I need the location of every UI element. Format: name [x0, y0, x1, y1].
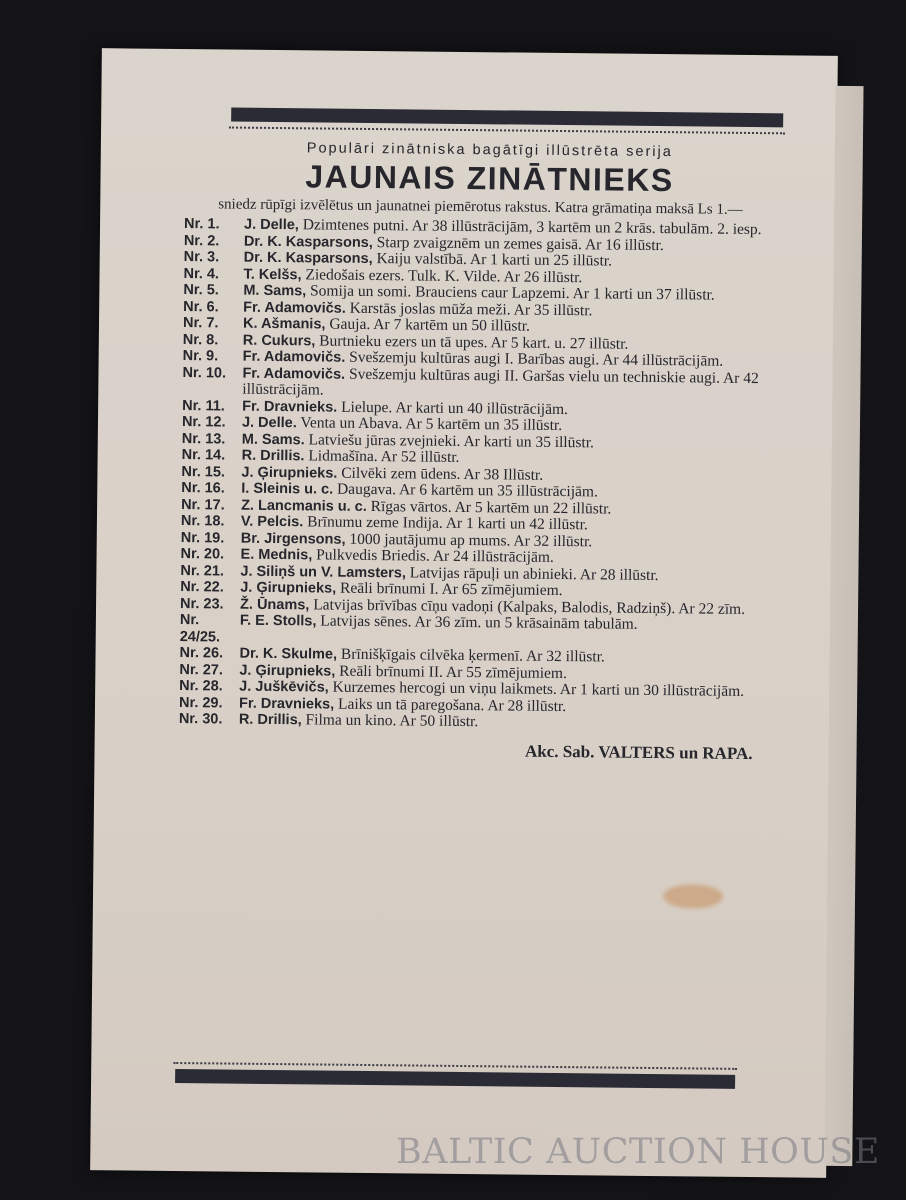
item-number: Nr. 21.	[180, 562, 225, 579]
item-description: Kaiju valstībā. Ar 1 karti un 25 illūstr.	[376, 250, 613, 270]
top-rule	[231, 108, 783, 128]
page-edge	[824, 86, 863, 1166]
item-number: Nr. 6.	[183, 298, 219, 315]
item-number: Nr. 15.	[181, 463, 226, 480]
item-number: Nr. 26.	[179, 645, 224, 662]
item-description: Gauja. Ar 7 kartēm un 50 illūstr.	[329, 315, 531, 335]
item-description: Latviešu jūras zvejnieki. Ar karti un 35 illūstr.	[308, 430, 595, 451]
item-description: Somija un somi. Brauciens caur Lapzemi. Ar 1 karti un 37 illūstr.	[310, 282, 715, 304]
item-description: Venta un Abava. Ar 5 kartēm un 35 illūstr.	[300, 414, 563, 435]
paper-stain	[663, 884, 723, 909]
item-author: Fr. Dravnieks.	[242, 398, 338, 416]
item-author: Ž. Ūnams,	[239, 596, 310, 613]
item-author: Dr. K. Kasparsons,	[243, 233, 373, 251]
item-author: R. Cukurs,	[242, 332, 316, 349]
item-author: M. Sams,	[243, 282, 307, 300]
item-author: Dr. K. Skulme,	[239, 645, 338, 663]
book-list	[179, 216, 764, 734]
item-author: T. Kelšs,	[243, 266, 302, 283]
item-number: Nr. 24/25.	[179, 612, 221, 645]
item-description: Reāli brīnumi I. Ar 65 zīmējumiem.	[339, 579, 563, 600]
item-number: Nr. 19.	[180, 529, 225, 546]
item-number: Nr. 14.	[181, 447, 226, 464]
item-author: F. E. Stolls,	[239, 612, 317, 630]
item-author: Br. Jirgensons,	[240, 530, 346, 548]
item-description: Brīnišķīgais cilvēka ķermenī. Ar 32 illūstr.	[340, 645, 605, 666]
item-description: Filma un kino. Ar 50 illūstr.	[305, 711, 479, 731]
item-description: 1000 jautājumu ap mums. Ar 32 illūstr.	[349, 530, 593, 550]
item-description: Ziedošais ezers. Tulk. K. Vilde. Ar 26 illūstr.	[305, 265, 583, 286]
item-description: Latvijas rāpuļi un abinieki. Ar 28 illūstr.	[409, 563, 659, 584]
publisher-name: Akc. Sab. VALTERS un RAPA.	[524, 741, 753, 763]
item-author: Fr. Adamovičs.	[242, 365, 346, 383]
item-text	[240, 613, 760, 651]
item-description: Kurzemes hercogi un viņu laikmets. Ar 1 karti un 30 illūstrācijām.	[332, 678, 745, 700]
item-number: Nr. 27.	[179, 661, 224, 678]
item-author: Fr. Adamovičs.	[243, 299, 346, 317]
item-number: Nr. 20.	[180, 546, 225, 563]
item-number: Nr. 13.	[181, 430, 226, 447]
item-description: Pulkvedis Briedis. Ar 24 illūstrācijām.	[316, 546, 554, 566]
advert-content	[178, 139, 764, 764]
item-number: Nr. 1.	[183, 216, 220, 233]
item-description: Daugava. Ar 6 kartēm un 35 illūstrācijām.	[336, 480, 598, 501]
top-dotted-line	[229, 127, 785, 135]
item-number: Nr. 4.	[183, 265, 220, 282]
item-description: Laiks un tā paregošana. Ar 28 illūstr.	[337, 695, 567, 715]
item-description: Cilvēki zem ūdens. Ar 38 Illūstr.	[341, 464, 544, 484]
item-author: Dr. K. Kasparsons,	[243, 249, 373, 268]
series-subtitle: Populāri zinātniska bagātīgi illūstrēta serija	[306, 140, 673, 161]
item-description: Burtnieku ezers un tā upes. Ar 5 kart. u. 27 illūstr.	[319, 331, 629, 353]
item-number: Nr. 10.	[182, 364, 227, 381]
item-description: Brīnumu zeme Indija. Ar 1 karti un 42 illūstr.	[307, 513, 588, 534]
item-author: J. Ģirupnieks,	[240, 579, 337, 597]
item-number: Nr. 8.	[182, 331, 219, 348]
item-author: J. Delle,	[243, 216, 299, 234]
item-number: Nr. 12.	[181, 414, 226, 431]
item-author: Fr. Dravnieks,	[238, 695, 335, 713]
item-author: J. Juškēvičs,	[239, 678, 329, 696]
back-cover-page	[90, 48, 838, 1178]
item-author: Z. Lancmanis u. c.	[241, 497, 367, 515]
item-author: V. Pelcis.	[240, 513, 304, 531]
item-description: Svešzemju kultūras augi II. Garšas vielu un techniskie augi. Ar 42 illūstrācijām.	[242, 365, 759, 399]
item-number: Nr. 18.	[180, 513, 225, 530]
item-author: E. Mednis,	[240, 546, 313, 564]
item-description: Starp zvaigznēm un zemes gaisā. Ar 16 illūstr.	[376, 233, 664, 254]
item-number: Nr. 17.	[181, 496, 225, 513]
item-number: Nr. 23.	[179, 595, 224, 612]
item-author: J. Delle.	[241, 414, 297, 432]
series-title: JAUNAIS ZINĀTNIEKS	[305, 158, 674, 199]
item-author: J. Siliņš un V. Lamsters,	[240, 563, 406, 581]
bottom-dotted-line	[173, 1062, 737, 1070]
item-number: Nr. 22.	[180, 579, 224, 596]
item-number: Nr. 28.	[179, 678, 223, 695]
bottom-rule	[175, 1069, 735, 1089]
item-author: J. Ģirupnieks,	[239, 662, 336, 680]
item-number: Nr. 5.	[183, 282, 219, 299]
series-intro: sniedz rūpīgi izvēlētus un jaunatnei piemērotus rakstus. Katra grāmatiņa maksā Ls 1.—	[218, 196, 743, 218]
item-description: Lielupe. Ar karti un 40 illūstrācijām.	[341, 398, 569, 418]
item-description: Latvijas sēnes. Ar 36 zīm. un 5 krāsainām tabulām.	[320, 612, 638, 633]
item-number: Nr. 16.	[181, 480, 225, 497]
item-description: Rīgas vārtos. Ar 5 kartēm un 22 illūstr.	[370, 497, 612, 518]
item-number: Nr. 2.	[183, 232, 220, 249]
item-author: J. Ģirupnieks.	[241, 464, 338, 482]
item-description: Karstās joslas mūža meži. Ar 35 illūstr.	[349, 299, 593, 319]
item-description: Dzimtenes putni. Ar 38 illūstrācijām, 3 kartēm un 2 krās. tabulām. 2. iesp.	[302, 216, 762, 239]
item-author: M. Sams.	[241, 431, 305, 448]
item-description: Svešzemju kultūras augi I. Barības augi. Ar 44 illūstrācijām.	[349, 348, 724, 370]
item-number: Nr. 9.	[182, 348, 219, 365]
auction-watermark: BALTIC AUCTION HOUSE	[396, 1132, 880, 1172]
item-description: Reāli brīnumi II. Ar 55 zīmējumiem.	[339, 662, 567, 682]
item-number: Nr. 29.	[178, 694, 223, 711]
item-description: Lidmašīna. Ar 52 illūstr.	[308, 447, 460, 466]
item-author: I. Sleinis u. c.	[241, 480, 334, 498]
item-author: K. Ašmanis,	[242, 315, 326, 333]
item-text	[242, 365, 762, 403]
item-author: R. Drillis,	[238, 711, 302, 729]
item-description: Latvijas brīvības cīņu vadoņi (Kalpaks, Balodis, Radziņš). Ar 22 zīm.	[313, 595, 746, 618]
item-number: Nr. 11.	[182, 397, 225, 414]
item-author: R. Drillis.	[241, 447, 305, 465]
item-author: Fr. Adamovičs.	[242, 348, 346, 366]
item-number: Nr. 3.	[183, 249, 220, 266]
item-number: Nr. 30.	[178, 711, 223, 728]
item-number: Nr. 7.	[182, 315, 219, 332]
